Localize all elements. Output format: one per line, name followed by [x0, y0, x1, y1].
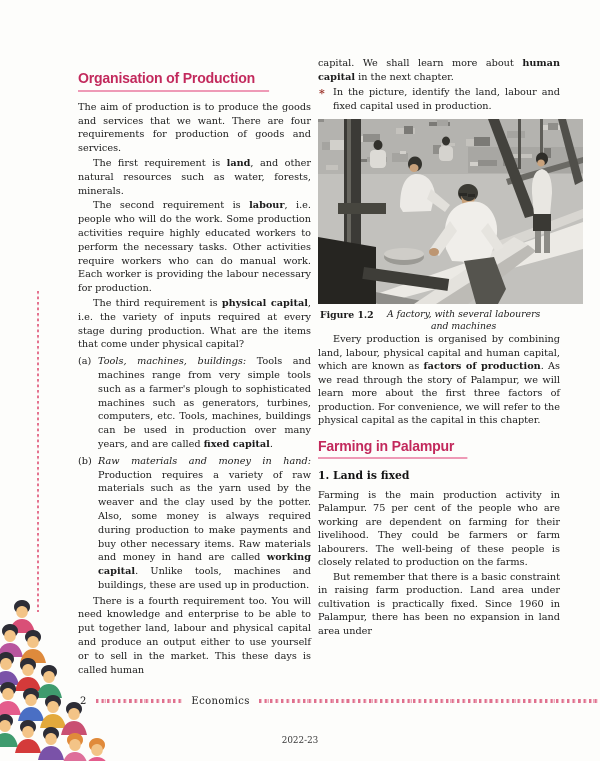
crowd-person: [40, 695, 66, 728]
section-heading: Farming in Palampur: [318, 441, 468, 460]
factory-photo-image: [318, 119, 583, 304]
left-column: [78, 60, 311, 677]
squiggle-divider-right: [259, 699, 600, 703]
right-column: [318, 56, 560, 638]
page-number: 2: [80, 695, 87, 707]
list-item-label: (a): [78, 356, 92, 368]
right-column-bottom: [318, 309, 560, 638]
figure-caption-text: A factory, with several labourers and machines: [386, 309, 541, 332]
year-label: 2022-23: [281, 736, 319, 746]
page-footer: [80, 694, 600, 708]
squiggle-divider-left: [96, 699, 182, 703]
stitch-line-decoration: [37, 291, 39, 612]
figure-caption: [320, 309, 560, 332]
subsection-heading: 1. Land is fixed: [318, 469, 410, 482]
right-column-top: [318, 57, 560, 113]
paragraph: Every production is organised by combining land, labour, physical capital and human capital, which are known as factors of production. As we read through the story of Palampur, we will learn more about the first three factors of production. For convenience, we will refer to the physical capital as the capital in this chapter.: [318, 334, 560, 426]
paragraph: But remember that there is a basic constraint in raising farm production. Land area under cultivation is practically fixed. Since 1960 in Palampur, there has been no expansion in land area under: [318, 571, 560, 637]
paragraph: There is a fourth requirement too. You will need knowledge and enterprise to be able to put together land, labour and physical capital and produce an output either to use yourself or to sell in the market. This these days is called human: [78, 595, 311, 676]
paragraph: Farming is the main production activity in Palampur. 75 per cent of the people who are working are dependent on farming for their livelihood. They could be farmers or farm labourers. The well-being of these people is closely related to production on the farms.: [318, 489, 560, 568]
crowd-person: [36, 665, 62, 698]
figure-label: Figure 1.2: [320, 310, 374, 321]
paragraph: capital. We shall learn more about human capital in the next chapter.: [318, 58, 560, 83]
paragraph: The aim of production is to produce the goods and services that we want. There are four requirements for production of goods and services.: [78, 101, 311, 155]
paragraph: The third requirement is physical capital, i.e. the variety of inputs required at every stage during production. What are the items that come under physical capital?: [78, 297, 312, 351]
crowd-person: [20, 630, 46, 663]
lettered-list-item: (b) Raw materials and money in hand: Production requires a variety of raw materials such as the yarn used by the weaver and the clay used by the potter. Also, some money is always required during production to make payments and buy other necessary items. Raw materials and money in hand are called working capital. Unlike tools, machines and buildings, these are used up in production.: [78, 455, 311, 591]
list-item-label: (b): [78, 455, 92, 467]
paragraph: The second requirement is labour, i.e. people who will do the work. Some production activities require highly educated workers to perform the necessary tasks. Other activities require workers who can do manual work. Each worker is providing the labour necessary for production.: [78, 200, 311, 295]
bullet-item: * In the picture, identify the land, labour and fixed capital used in production.: [319, 86, 560, 112]
lettered-list-item: (a) Tools, machines, buildings: Tools and machines range from very simple tools such as a farmer's plough to sophisticated machines such as generators, turbines, computers, etc. Tools, machines, buildings can be used in production over many years, and are called fixed capital.: [78, 356, 311, 450]
paragraph: The first requirement is land, and other natural resources such as water, forests, minerals.: [78, 157, 311, 197]
factory-photo: [318, 119, 583, 304]
section-heading: Organisation of Production: [78, 73, 269, 92]
book-title: Economics: [191, 695, 250, 707]
bullet-asterisk-icon: *: [319, 86, 325, 100]
